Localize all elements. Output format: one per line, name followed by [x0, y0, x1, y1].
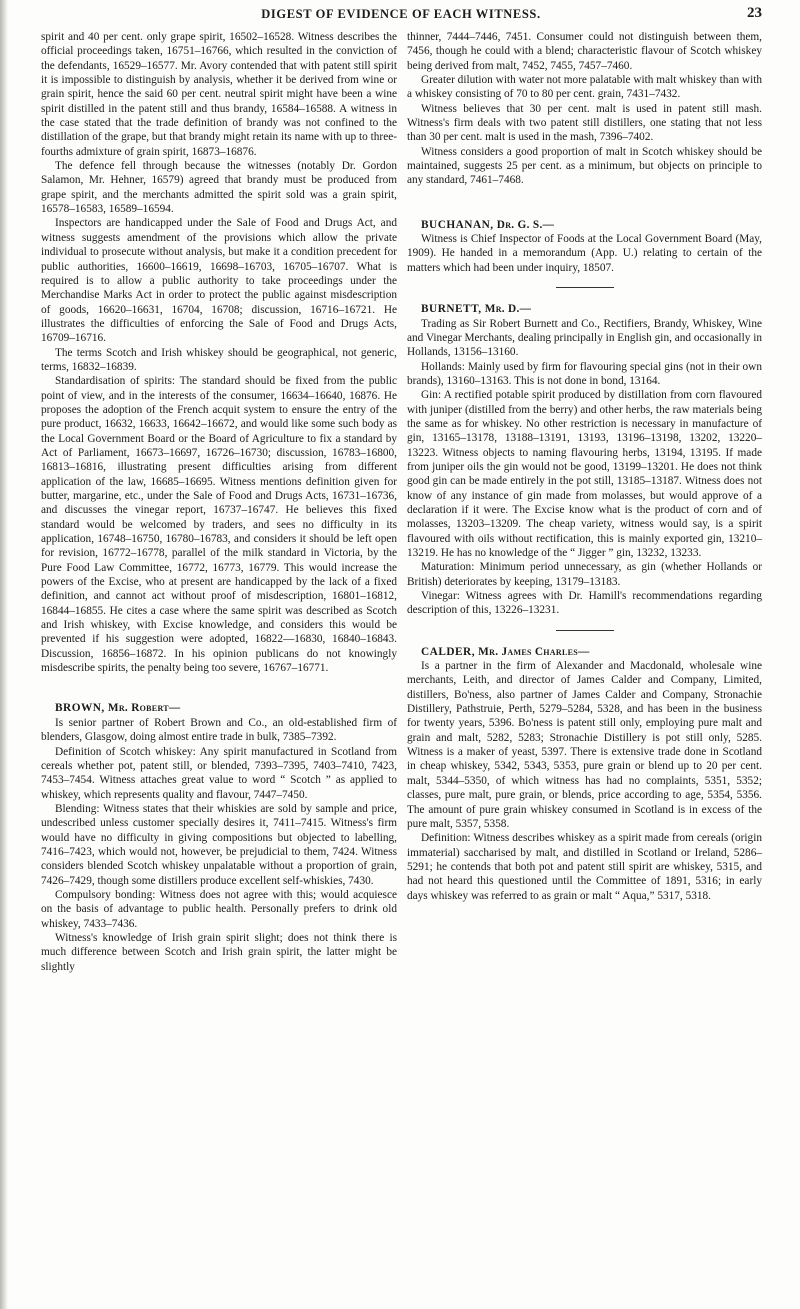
page-number: 23	[747, 5, 762, 21]
page-header	[40, 6, 762, 26]
entry-heading	[41, 701, 397, 715]
paragraph: Witness's knowledge of Irish grain spirit slight; does not think there is much difference between Scotch and Irish grain spirit, the latter might be slightly	[41, 931, 397, 973]
entry-buchanan	[407, 218, 762, 275]
paragraph: Definition of Scotch whiskey: Any spirit manufactured in Scotland from cereals whether pot, patent still, or blended, 7393–7395, 7403–7410, 7423, 7453–7454. Witness attaches great value to word “ Scotch ” as applied to whiskey, which represents quality and flavour, 7447–7450.	[41, 745, 397, 801]
entry-spacer	[407, 188, 762, 218]
entry-surname: BUCHANAN,	[421, 218, 494, 231]
paragraph: The defence fell through because the witnesses (notably Dr. Gordon Salamon, Mr. Hehner, 16579) agreed that brandy must be produced from grape spirit, and the merchants admitted the spirit sold was a grain spirit, 16578–16583, 16589–16594.	[41, 160, 397, 216]
paragraph: Vinegar: Witness agrees with Dr. Hamill's recommendations regarding description of this, 13226–13231.	[407, 590, 762, 617]
entry-honorific: Mr.	[484, 303, 505, 316]
paragraph: Blending: Witness states that their whiskies are sold by sample and price, undescribed unless customer specially desires it, 7411–7415. Witness's firm would have no difficulty in giving compositions but objected to labelling, 7416–7423, which would not, however, be prejudicial to them, 7424. Witness considers blended Scotch whiskey unpalatable without a proportion of grain, 7426–7429, though some distillers produce excellent self-whiskies, 7430.	[41, 802, 397, 887]
entry-calder	[407, 645, 762, 903]
paragraph: Is senior partner of Robert Brown and Co., an old-established firm of blenders, Glasgow, doing almost entire trade in bulk, 7385–7392.	[41, 716, 397, 744]
paragraph: Maturation: Minimum period unnecessary, as gin (whether Hollands or British) deteriorates by keeping, 13179–13183.	[407, 561, 762, 588]
paragraph: Inspectors are handicapped under the Sale of Food and Drugs Act, and witness suggests amendment of the provisions which allow the private individual to prosecute without analysis, but make it a condition precedent for public authorities, 16600–16619, 16698–16703, 16705–16707. What is required is to allow a public authority to take proceedings under the Merchandise Marks Act in order to protect the public against misdescription of goods, 16620–16631, 16704, 16708; discussion, 16716–16721. He illustrates the difficulties of enforcing the Sale of Food and Drugs Acts, 16709–16716.	[41, 217, 397, 345]
paragraph: Hollands: Mainly used by firm for flavouring special gins (not in their own brands), 13160–13163. This is not done in bond, 13164.	[407, 360, 762, 387]
paragraph: Definition: Witness describes whiskey as a spirit made from cereals (origin immaterial) saccharised by malt, and distilled in Scotland or Ireland, 5286–5291; he contends that both pot and patent still spirit are whiskey, 5315, and had not heard this questioned until the Committee of 1891, 5316; in early days whiskey was referred to as grain or malt “ Aqua,” 5317, 5318.	[407, 832, 762, 902]
entry-surname: BROWN,	[55, 702, 105, 715]
paragraph: Gin: A rectified potable spirit produced by distillation from corn flavoured with juniper (distilled from the berry) and other herbs, the raw materials being the same as for whiskey. No other restriction is necessary in manufacture of gin, 13165–13178, 13188–13191, 13193, 13196–13198, 13202, 13220–13223. Witness objects to naming flavouring herbs, 13194, 13195. If made from juniper oils the gin would not be good, 13199–13201. He does not think good gin can be made entirely in the pot still, 13185–13187. Witness does not know of any instance of gin made from molasses, but would approve of a declaration if it were. The Excise know what is the product of corn and of molasses, 13203–13209. The cheap variety, witness would say, is a spirit flavoured with oils without rectification, this is mainly exported gin, 13210–13219. He has no knowledge of the “ Jigger ” gin, 13232, 13233.	[407, 389, 762, 559]
running-title: DIGEST OF EVIDENCE OF EACH WITNESS.	[261, 7, 541, 21]
paragraph: The terms Scotch and Irish whiskey should be geographical, not generic, terms, 16832–16839.	[41, 346, 397, 373]
entry-honorific: Mr. James Charles	[478, 645, 578, 658]
entry-surname: BURNETT,	[421, 303, 482, 316]
entry-burnett	[407, 302, 762, 618]
entry-heading	[407, 645, 762, 659]
paragraph: Compulsory bonding: Witness does not agree with this; would acquiesce on the basis of advantage to public health. Personally prefers to drink old whiskey, 7433–7436.	[41, 888, 397, 930]
page-binding-shadow	[0, 0, 8, 1309]
left-column	[41, 30, 397, 974]
paragraph: Standardisation of spirits: The standard should be fixed from the public point of view, and in the interests of the consumer, 16634–16640, 16876. He proposes the adoption of the French acquit system to ensure the entry of the pure product, 16632, 16633, 16642–16672, and would like some such body as the Local Government Board or the Board of Agriculture to fix a standard by Act of Parliament, 16673–16697, 16726–16730; discussion, 16783–16800, 16813–16816, illustrating present difficulties arising from different application of the law, 16685–16695. Witness mentions definition given for butter, margarine, etc., under the Sale of Food and Drugs Acts, 16731–16736, and discusses the vinegar report, 16737–16747. He believes this fixed standard would be welcomed by traders, and sees no difficulty in its application, 16748–16750, 16780–16783, and considers it should be left open for revision, 16772–16778, parallel of the milk standard in Victoria, by the Pure Food Law Committee, 16772, 16773, 16779. This would increase the powers of the Excise, who at present are handicapped by the lack of a fixed definition, and cannot act without proof of misdescription, 16801–16812, 16844–16855. He cites a case where the same spirit was described as Scotch and Irish whiskey, with Excise knowledge, and considers this would be prevented if his suggestion were adopted, 16822—16830, 16840–16843. Discussion, 16856–16872. In his opinion publicans do not knowingly misdescribe spirits, the penalty being too severe, 16767–16771.	[41, 375, 397, 675]
entry-surname: CALDER,	[421, 645, 476, 658]
entry-given-name: D.—	[508, 303, 532, 316]
entry-given-name: Robert—	[131, 702, 181, 715]
section-rule	[556, 287, 614, 288]
entry-heading	[407, 218, 762, 232]
section-rule	[556, 630, 614, 631]
paragraph: Witness is Chief Inspector of Foods at the Local Government Board (May, 1909). He handed in a memorandum (App. U.) relating to certain of the matters which had been under inquiry, 18507.	[407, 233, 762, 274]
right-column	[407, 30, 762, 903]
paragraph: Greater dilution with water not more palatable with malt whiskey than with a whiskey consisting of 70 to 80 per cent. grain, 7431–7432.	[407, 74, 763, 101]
paragraph: spirit and 40 per cent. only grape spirit, 16502–16528. Witness describes the official proceedings taken, 16751–16766, which resulted in the conviction of the defendants, 16529–16577. Mr. Avory contended that with patent still spirit it is impossible to distinguish by analysis, whether it be derived from wine or grain spirit, hence the said 60 per cent. neutral spirit might have been a wine spirit distilled in the patent still and thus brandy, 16584–16588. A witness in the case stated that the trade definition of brandy was not confined to the distillation of the grape, but that brandy might retain its name with up to three-fourths admixture of grain spirit, 16873–16876.	[41, 31, 397, 158]
entry-spacer	[41, 675, 397, 701]
entry-heading	[407, 302, 762, 316]
paragraph: Witness believes that 30 per cent. malt is used in patent still mash. Witness's firm deals with two patent still distillers, one stating that not less than 30 per cent. malt is used in the mash, 7396–7402.	[407, 102, 762, 144]
entry-honorific: Mr.	[107, 702, 129, 715]
paragraph: Trading as Sir Robert Burnett and Co., Rectifiers, Brandy, Whiskey, Wine and Vinegar Merchants, dealing principally in English gin, and occasionally in Hollands, 13156–13160.	[407, 317, 762, 359]
entry-given-name: —	[578, 645, 590, 658]
paragraph: thinner, 7444–7446, 7451. Consumer could not distinguish between them, 7456, though he could with a blend; characteristic flavour of Scotch whiskey being derived from malt, 7452, 7455, 7457–7460.	[407, 31, 762, 72]
entry-given-name: G. S.—	[517, 218, 555, 231]
paragraph: Is a partner in the firm of Alexander and Macdonald, wholesale wine merchants, Leith, and director of James Calder and Company, Limited, distillers, Bo'ness, also partner of James Calder and Company, Stronachie Distillery, Pathstruie, Perth, 5279–5284, 5328, and has been in the business for twenty years, 5396. Bo'ness is patent still only, employing pure malt and grain and malt, 5282, 5283; Stronachie Distillery is pot still only, 5285. Witness is a maker of yeast, 5397. There is extensive trade done in Scotland in cheap whiskey, 5342, 5343, 5353, pure grain or blend up to 20 per cent. malt, 5344–5350, of which witness has had no complaints, 5351, 5352; classes, pure malt, pure grain, or blends, price according to age, 5354, 5356. The amount of pure grain whiskey consumed in Scotland is in excess of the pure malt, 5357, 5358.	[407, 660, 762, 830]
entry-brown	[41, 701, 397, 974]
paragraph: Witness considers a good proportion of malt in Scotch whiskey should be maintained, suggests 25 per cent. as a minimum, but objects on principle to any standard, 7461–7468.	[407, 145, 762, 187]
entry-honorific: Dr.	[496, 218, 515, 231]
